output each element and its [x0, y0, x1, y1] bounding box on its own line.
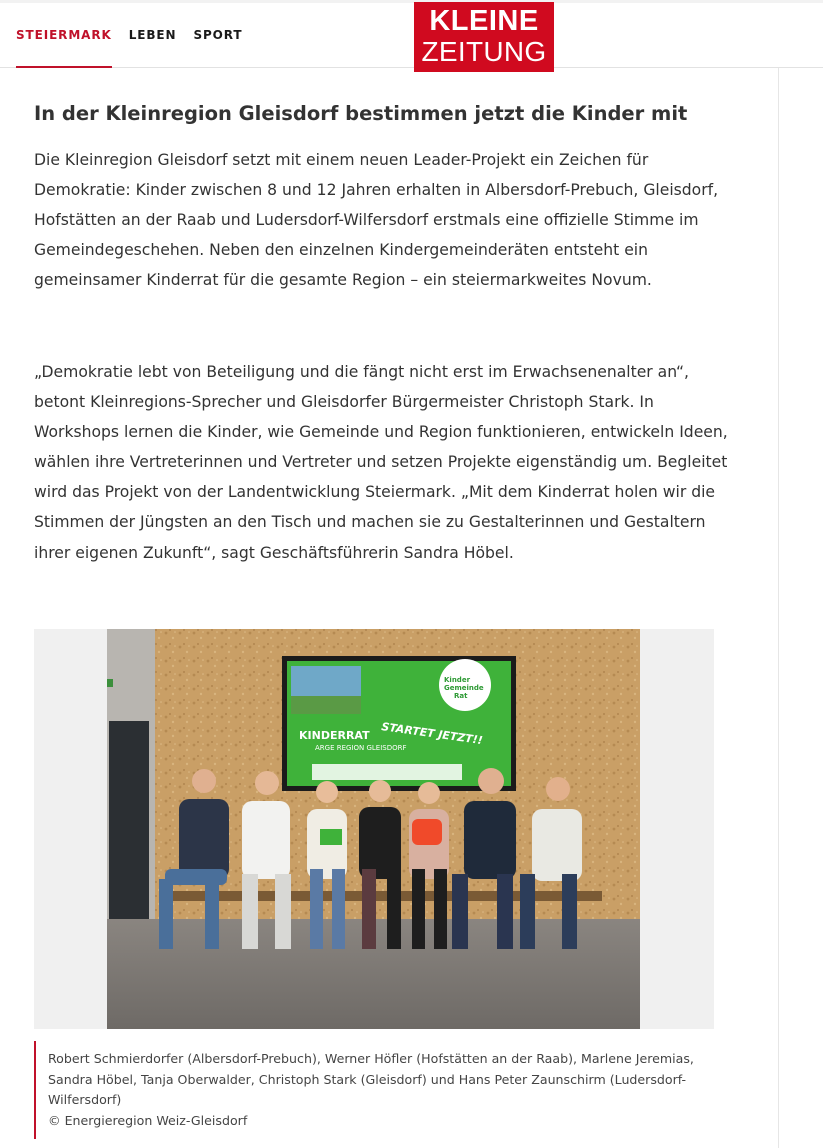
kleine-zeitung-logo[interactable] — [414, 2, 554, 72]
bench — [162, 891, 602, 901]
logo-line-1: KLEINE — [429, 5, 539, 37]
nav-item-leben[interactable]: LEBEN — [128, 28, 177, 42]
main-nav — [16, 3, 259, 67]
photo-caption — [34, 1041, 734, 1139]
screen-logo-line-2: Gemeinde — [444, 684, 484, 692]
photo-credit: © Energieregion Weiz-Gleisdorf — [48, 1112, 248, 1128]
article-paragraph-1: Die Kleinregion Gleisdorf setzt mit einem neuen Leader-Projekt ein Zeichen für Demokratie: Kinder zwischen 8 und 12 Jahren erhalten in Albersdorf-Prebuch, Gleisdorf, Hofstätten an der Raab und Ludersdorf-Wilfersdorf erstmals eine offizielle Stimme im Gemeindegeschehen. Neben den einzelnen Kindergemeinderäten entsteht ein gemeinsamer Kinderrat für die gesamte Region – ein steiermarkweites Novum. — [34, 151, 719, 290]
article-photo[interactable] — [107, 629, 640, 1029]
column-divider — [778, 68, 779, 1148]
doorway — [109, 721, 149, 931]
screen-subheading: ARGE REGION GLEISDORF — [315, 744, 407, 752]
logo-line-2: ZEITUNG — [421, 36, 547, 67]
nav-item-sport[interactable]: SPORT — [193, 28, 243, 42]
presentation-screen — [282, 656, 516, 791]
nav-item-steiermark[interactable]: STEIERMARK — [16, 3, 112, 67]
site-header — [0, 3, 823, 68]
article-title: In der Kleinregion Gleisdorf bestimmen jetzt die Kinder mit — [34, 102, 688, 125]
article-paragraph-2: „Demokratie lebt von Beteiligung und die fängt nicht erst im Erwachsenenalter an“, betont Kleinregions-Sprecher und Gleisdorfer Bürgermeister Christoph Stark. In Workshops lernen die Kinder, wie Gemeinde und Region funktionieren, entwickeln Ideen, wählen ihre Vertreterinnen und Vertreter und setzen Projekte eigenständig um. Begleitet wird das Projekt von der Landentwicklung Steiermark. „Mit dem Kinderrat holen wir die Stimmen der Jüngsten an den Tisch und machen sie zu Gestalterinnen und Gestaltern ihrer eigenen Zukunft“, sagt Geschäftsführerin Sandra Höbel. — [34, 363, 728, 562]
screen-banner: STARTET JETZT!! — [380, 720, 484, 748]
screen-logo-line-3: Rat — [454, 692, 468, 700]
screen-logo-line-1: Kinder — [444, 676, 471, 684]
screen-heading: KINDERRAT — [299, 729, 370, 742]
exit-sign — [107, 679, 113, 687]
caption-text: Robert Schmierdorfer (Albersdorf-Prebuch), Werner Höfler (Hofstätten an der Raab), Marlene Jeremias, Sandra Höbel, Tanja Oberwalder, Christoph Stark (Gleisdorf) und Hans Peter Zaunschirm (Ludersdorf-Wilfersdorf) — [48, 1051, 694, 1107]
